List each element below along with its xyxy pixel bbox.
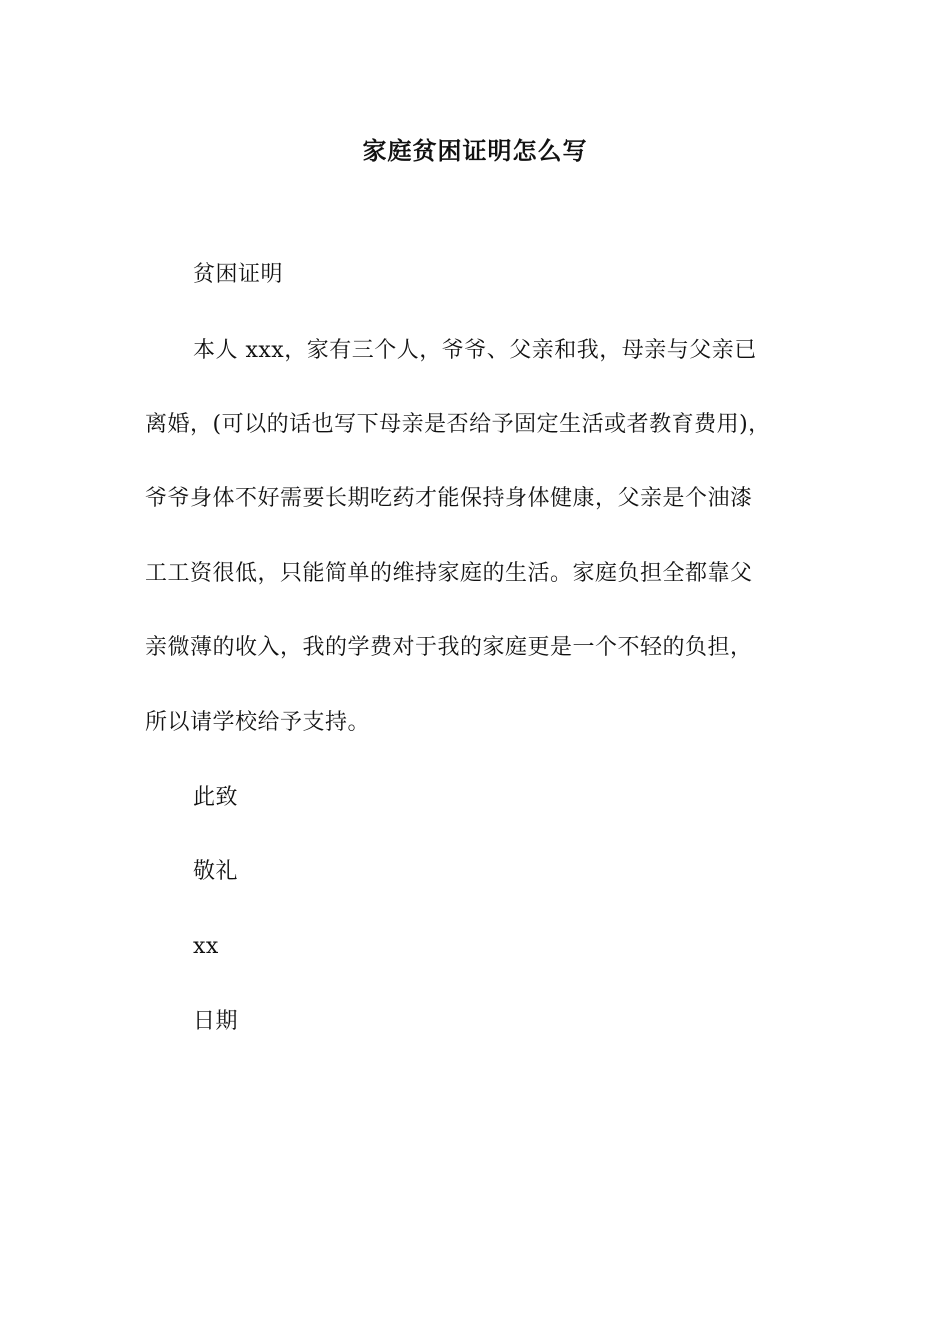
body-line-5: 亲微薄的收入，我的学费对于我的家庭更是一个不轻的负担， [145, 635, 753, 660]
salutation-text: 敬礼 [193, 859, 239, 884]
body-line-6: 所以请学校给予支持。 [145, 710, 371, 735]
closing-text: 此致 [193, 785, 239, 810]
document-title: 家庭贫困证明怎么写 [362, 136, 588, 165]
body-line-1: 本人 xxx，家有三个人，爷爷、父亲和我，母亲与父亲已 [193, 338, 757, 363]
date-label: 日期 [193, 1009, 239, 1034]
body-line-4: 工工资很低，只能简单的维持家庭的生活。家庭负担全都靠父 [145, 561, 753, 586]
body-line-2: 离婚，(可以的话也写下母亲是否给予固定生活或者教育费用)， [145, 412, 771, 437]
signature-text: xx [193, 934, 219, 959]
body-line-3: 爷爷身体不好需要长期吃药才能保持身体健康，父亲是个油漆 [145, 486, 753, 511]
certificate-heading: 贫困证明 [193, 262, 284, 287]
